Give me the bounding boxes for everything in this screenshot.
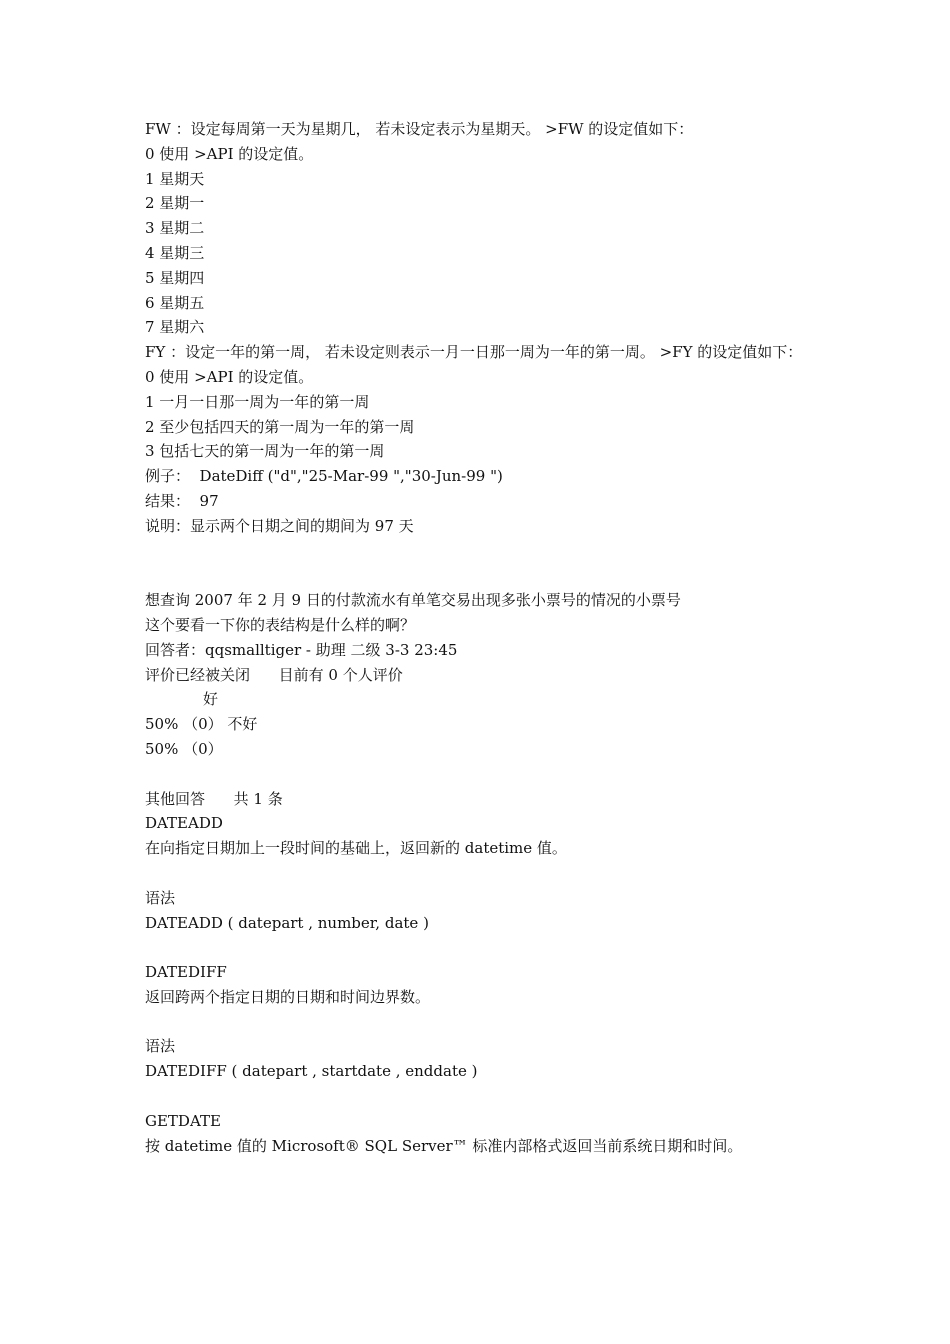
fw-option: 3 星期二 — [145, 219, 205, 238]
answer-line: 语法 — [145, 888, 176, 907]
fw-option: 6 星期五 — [145, 293, 205, 312]
answer-line: 语法 — [145, 1037, 176, 1056]
spacer — [145, 563, 825, 588]
fy-title: FY ：设定一年的第一周， 若未设定则表示一月一日那一周为一年的第一周。 >FY 的设定值如下： — [145, 343, 803, 362]
fy-option: 0 使用 >API 的设定值。 — [145, 367, 314, 386]
other-answers-header: 其他回答 共 1 条 — [145, 789, 283, 808]
fw-option: 5 星期四 — [145, 268, 205, 287]
answerer-info: 回答者：qqsmalltiger - 助理 二级 3-3 23:45 — [145, 640, 458, 659]
rating-good-label: 好 — [203, 690, 219, 709]
example-code: 例子： DateDiff ("d","25-Mar-99 ","30-Jun-99 ") — [145, 467, 503, 486]
fw-option: 0 使用 >API 的设定值。 — [145, 144, 314, 163]
answer-line: 返回跨两个指定日期的日期和时间边界数。 — [145, 987, 431, 1006]
example-note: 说明：显示两个日期之间的期间为 97 天 — [145, 516, 414, 535]
best-answer: 这个要看一下你的表结构是什么样的啊？ — [145, 615, 416, 634]
answer-line: DATEADD ( datepart , number, date ) — [145, 913, 429, 932]
answer-line: DATEDIFF ( datepart , startdate , enddate ) — [145, 1062, 478, 1081]
answer-line — [145, 861, 825, 886]
rating-good-line: 50% （0） 不好 — [145, 715, 258, 734]
answer-line: DATEDIFF — [145, 963, 227, 982]
answer-line: DATEADD — [145, 814, 223, 833]
example-result: 结果： 97 — [145, 491, 219, 510]
rating-bad-line: 50% （0） — [145, 739, 223, 758]
answer-line — [145, 1084, 825, 1109]
answer-line: 按 datetime 值的 Microsoft® SQL Server™ 标准内部格式返回当前系统日期和时间。 — [145, 1136, 743, 1155]
document-page — [145, 117, 825, 1158]
spacer — [145, 762, 825, 787]
fw-option: 1 星期天 — [145, 169, 205, 188]
question-title: 想查询 2007 年 2 月 9 日的付款流水有单笔交易出现多张小票号的情况的小票号 — [145, 591, 681, 610]
answer-line — [145, 935, 825, 960]
fy-option: 2 至少包括四天的第一周为一年的第一周 — [145, 417, 415, 436]
fw-option: 7 星期六 — [145, 318, 205, 337]
fw-option: 2 星期一 — [145, 194, 205, 213]
fw-option: 4 星期三 — [145, 243, 205, 262]
fy-option: 1 一月一日那一周为一年的第一周 — [145, 392, 370, 411]
fw-title: FW ：设定每周第一天为星期几， 若未设定表示为星期天。 >FW 的设定值如下： — [145, 120, 694, 138]
rating-status: 评价已经被关闭 目前有 0 个人评价 — [145, 665, 403, 684]
answer-line: GETDATE — [145, 1111, 221, 1130]
fy-option: 3 包括七天的第一周为一年的第一周 — [145, 442, 385, 461]
spacer — [145, 539, 825, 564]
answer-line — [145, 1010, 825, 1035]
answer-line: 在向指定日期加上一段时间的基础上，返回新的 datetime 值。 — [145, 839, 567, 858]
